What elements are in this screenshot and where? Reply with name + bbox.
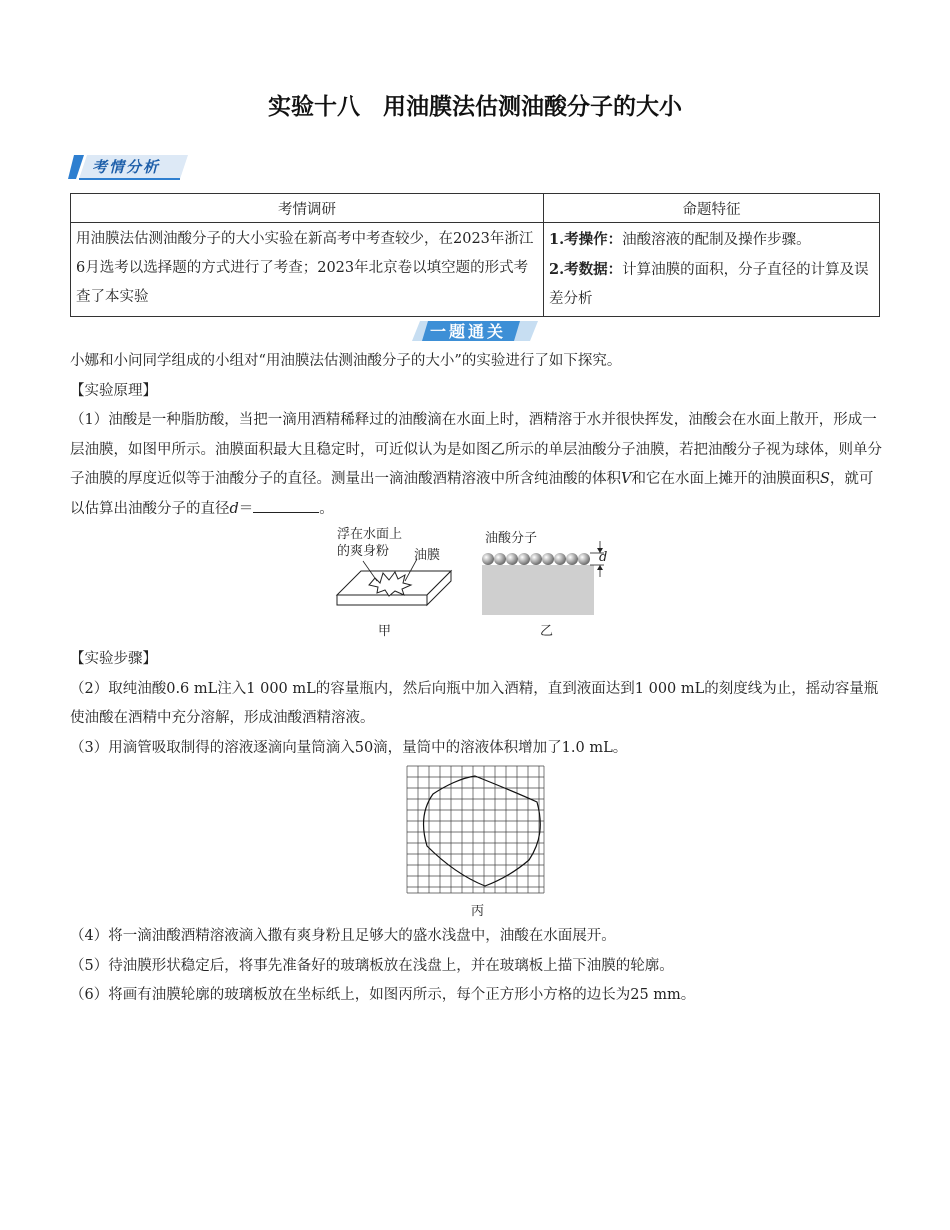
label-powder: 浮在水面上 bbox=[337, 527, 403, 542]
table-header-row bbox=[71, 194, 880, 223]
principle-heading: 【实验原理】 bbox=[70, 382, 157, 399]
var-d: d bbox=[229, 500, 239, 517]
steps-block bbox=[70, 645, 884, 763]
feature-text: 计算油膜的面积，分子直径的计算及误差分析 bbox=[549, 262, 869, 307]
answer-blank[interactable] bbox=[253, 496, 319, 513]
step-3: （3）用滴管吸取制得的溶液逐滴向量筒滴入50滴，量筒中的溶液体积增加了1.0 mL。 bbox=[70, 739, 628, 756]
principle-paragraph bbox=[70, 406, 884, 524]
step-6: （6）将画有油膜轮廓的玻璃板放在坐标纸上，如图丙所示，每个正方形小方格的边长为25 mm。 bbox=[70, 987, 696, 1003]
table-cell-research: 用油膜法估测油酸分子的大小实验在新高考中考查较少，在2023年浙江6月选考以选择题的方式进行了考查；2023年北京卷以填空题的形式考查了本实验 bbox=[71, 223, 544, 317]
intro-paragraph: 小娜和小问同学组成的小组对“用油膜法估测油酸分子的大小”的实验进行了如下探究。 bbox=[70, 353, 622, 369]
banner-text: 一题通关 bbox=[430, 322, 507, 341]
principle-text: 。 bbox=[319, 500, 334, 517]
caption-bing: 丙 bbox=[471, 904, 485, 919]
step-4: （4）将一滴油酸酒精溶液滴入撒有爽身粉且足够大的盛水浅盘中，油酸在水面展开。 bbox=[70, 928, 616, 944]
page-title: 实验十八 用油膜法估测油酸分子的大小 bbox=[268, 94, 682, 120]
molecule-row bbox=[482, 553, 590, 565]
principle-text: （1）油酸是一种脂肪酸，当把一滴用酒精稀释过的油酸滴在水面上时，酒精溶于水并很快挥发，油酸会在水面上散开，形成一层油膜，如图甲所示。油膜面积最大且稳定时，可近似认为是如图乙所示的单层油酸分子油膜，若把油酸分子视为球体，则单分子油膜的厚度近似等于油酸分子的直径。测量出一滴油酸酒精溶液中所含纯油酸的体积 bbox=[70, 412, 882, 487]
label-d: d bbox=[599, 550, 608, 565]
principle-text: 和它在水面上摊开的油膜面积 bbox=[631, 471, 820, 487]
principle-block bbox=[70, 347, 884, 524]
steps-block-continued bbox=[70, 922, 884, 1011]
section-badge-text: 考情分析 bbox=[92, 158, 161, 176]
feature-item bbox=[549, 255, 874, 314]
caption-yi: 乙 bbox=[540, 624, 554, 639]
step-5: （5）待油膜形状稳定后，将事先准备好的玻璃板放在浅盘上，并在玻璃板上描下油膜的轮廓。 bbox=[70, 957, 674, 974]
grid-diagram bbox=[405, 764, 547, 900]
section-banner bbox=[410, 318, 540, 344]
table-header-features: 命题特征 bbox=[544, 194, 880, 223]
principle-text: ，就可以估算出油酸分子的直径 bbox=[70, 471, 874, 517]
analysis-table bbox=[70, 193, 880, 317]
table-cell-features bbox=[544, 223, 880, 317]
steps-heading: 【实验步骤】 bbox=[70, 651, 157, 667]
caption-jia: 甲 bbox=[378, 624, 392, 639]
section-badge bbox=[68, 153, 190, 181]
feature-item bbox=[549, 225, 874, 255]
figure-yi bbox=[478, 523, 613, 641]
var-s: S bbox=[819, 471, 830, 487]
label-molecule: 油酸分子 bbox=[485, 531, 538, 546]
principle-text: ＝ bbox=[238, 500, 254, 517]
var-v: V bbox=[621, 471, 632, 487]
film-outline bbox=[424, 776, 541, 886]
figure-jia bbox=[325, 523, 455, 641]
figure-bing bbox=[405, 764, 547, 920]
label-film: 油膜 bbox=[414, 548, 441, 563]
feature-label: 1.考操作： bbox=[549, 231, 623, 248]
label-powder: 的爽身粉 bbox=[337, 544, 390, 559]
table-header-research: 考情调研 bbox=[71, 194, 544, 223]
feature-text: 油酸溶液的配制及操作步骤。 bbox=[622, 232, 811, 248]
step-2: （2）取纯油酸0.6 mL注入1 000 mL的容量瓶内，然后向瓶中加入酒精，直到液面达到1 000 mL的刻度线为止，摇动容量瓶使油酸在酒精中充分溶解，形成油酸酒精溶液。 bbox=[70, 680, 879, 726]
table-row bbox=[71, 223, 880, 317]
feature-label: 2.考数据： bbox=[549, 261, 623, 278]
